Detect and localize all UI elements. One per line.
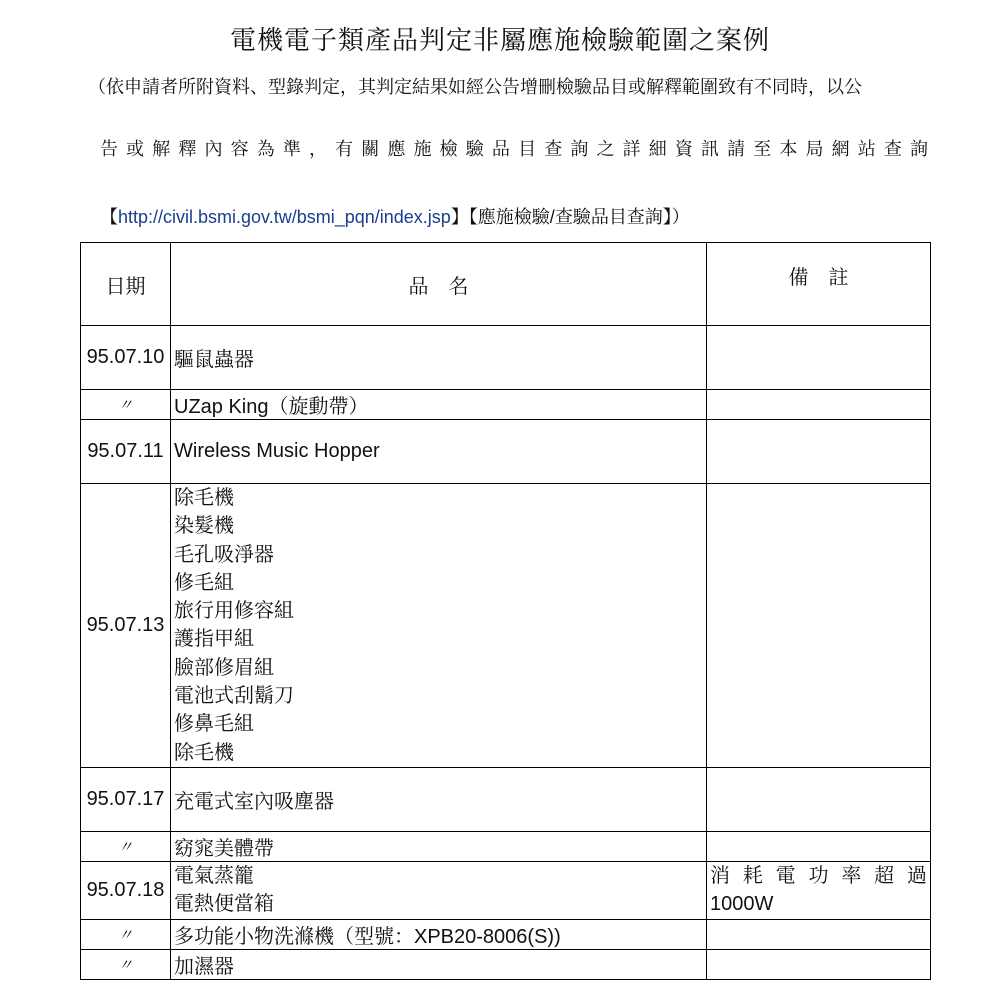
list-item: 修毛組 <box>174 571 234 594</box>
table-row <box>81 420 931 484</box>
row-date: 95.07.11 <box>81 420 171 484</box>
list-item: 除毛機 <box>174 487 234 509</box>
row-remark <box>707 484 931 768</box>
row-remark <box>707 861 931 919</box>
list-item: 修鼻毛組 <box>174 713 254 736</box>
row-date-ditto: 〃 <box>81 919 171 949</box>
row-remark <box>707 390 931 420</box>
table-row <box>81 861 931 919</box>
list-item: 染髮機 <box>174 515 234 538</box>
row-remark <box>707 767 931 831</box>
row-name: 加濕器 <box>171 949 707 979</box>
table-row <box>81 326 931 390</box>
cases-table <box>80 242 931 980</box>
row-name: 窈窕美體帶 <box>171 831 707 861</box>
list-item: 旅行用修容組 <box>174 600 294 623</box>
header-remarks: 備 註 <box>707 243 931 326</box>
list-item: 毛孔吸淨器 <box>174 543 274 566</box>
remark-line-2: 1000W <box>710 893 774 916</box>
table-row <box>81 767 931 831</box>
list-item: 護指甲組 <box>174 628 254 651</box>
list-item: 臉部修眉組 <box>174 656 274 679</box>
table-header-row <box>81 243 931 326</box>
note-line-1: （依申請者所附資料、型錄判定，其判定結果如經公告增刪檢驗品目或解釋範圍致有不同時，以公 <box>88 77 862 97</box>
row-name-list <box>171 861 707 919</box>
note-line-3-rest: 】【應施檢驗/查驗品目查詢】） <box>450 207 690 227</box>
row-remark <box>707 919 931 949</box>
row-date: 95.07.18 <box>81 861 171 919</box>
list-item: 電熱便當箱 <box>174 893 274 916</box>
table-row <box>81 949 931 979</box>
page-title: 電機電子類產品判定非屬應施檢驗範圍之案例 <box>229 25 770 55</box>
row-date: 95.07.17 <box>81 767 171 831</box>
row-remark <box>707 420 931 484</box>
table-row <box>81 919 931 949</box>
row-name: Wireless Music Hopper <box>171 420 707 484</box>
row-name: 充電式室內吸塵器 <box>171 767 707 831</box>
table-row <box>81 484 931 768</box>
header-date: 日期 <box>81 243 171 326</box>
row-date-ditto: 〃 <box>81 949 171 979</box>
row-name-list <box>171 484 707 768</box>
row-remark <box>707 949 931 979</box>
bsmi-link[interactable]: http://civil.bsmi.gov.tw/bsmi_pqn/index.jsp <box>118 207 451 227</box>
row-remark <box>707 326 931 390</box>
row-date-ditto: 〃 <box>81 831 171 861</box>
row-date: 95.07.10 <box>81 326 171 390</box>
list-item: 電氣蒸籠 <box>174 864 254 887</box>
row-remark <box>707 831 931 861</box>
row-name: 驅鼠蟲器 <box>171 326 707 390</box>
row-date-ditto: 〃 <box>81 390 171 420</box>
table-row <box>81 390 931 420</box>
header-name: 品 名 <box>171 243 707 326</box>
list-item: 電池式刮鬍刀 <box>174 685 294 708</box>
remark-line-1: 消耗電功率超過 <box>710 865 927 888</box>
note-line-3 <box>100 203 690 229</box>
row-date: 95.07.13 <box>81 484 171 768</box>
table-row <box>81 831 931 861</box>
row-name: UZap King（旋動帶） <box>171 390 707 420</box>
bracket-open: 【 <box>100 207 118 227</box>
list-item: 除毛機 <box>174 741 234 764</box>
row-name: 多功能小物洗滌機（型號：XPB20-8006(S)) <box>171 919 707 949</box>
note-line-2: 告或解釋內容為準，有關應施檢驗品目查詢之詳細資訊請至本局網站查詢 <box>100 139 928 159</box>
